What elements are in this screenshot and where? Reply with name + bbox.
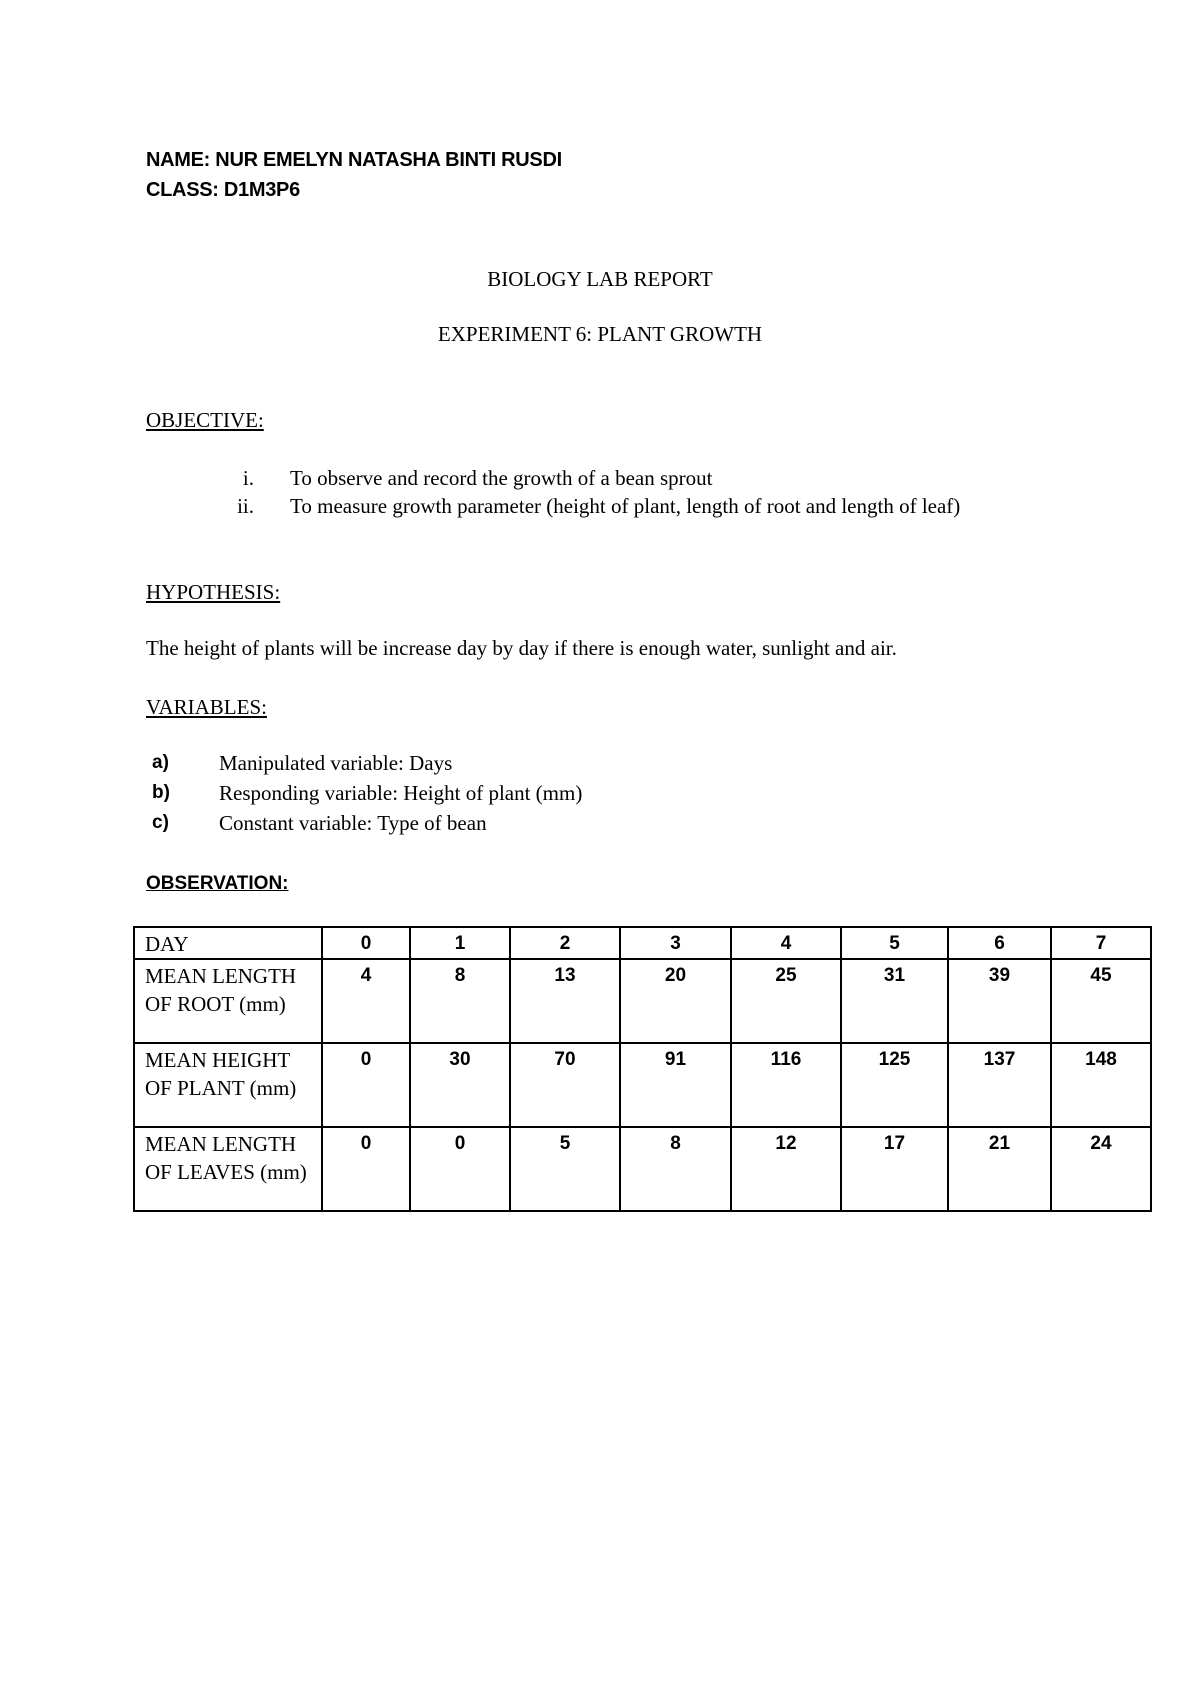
- row-label-cell: MEAN LENGTH OF ROOT (mm): [134, 959, 322, 1043]
- value-cell: 25: [731, 959, 841, 1043]
- experiment-title: EXPERIMENT 6: PLANT GROWTH: [437, 322, 763, 346]
- objective-text: To observe and record the growth of a bean sprout: [290, 466, 713, 490]
- variable-text: Constant variable: Type of bean: [219, 811, 487, 835]
- value-cell: 21: [948, 1127, 1051, 1211]
- day-cell: 2: [510, 927, 620, 959]
- day-cell: 6: [948, 927, 1051, 959]
- hypothesis-text: The height of plants will be increase day by day if there is enough water, sunlight and air.: [146, 636, 897, 660]
- value-cell: 45: [1051, 959, 1151, 1043]
- value-cell: 39: [948, 959, 1051, 1043]
- objective-text: To measure growth parameter (height of plant, length of root and length of leaf): [290, 494, 961, 518]
- value-cell: 0: [410, 1127, 510, 1211]
- value-cell: 0: [322, 1127, 410, 1211]
- day-header-cell: DAY: [134, 927, 322, 959]
- day-cell: 1: [410, 927, 510, 959]
- value-cell: 125: [841, 1043, 948, 1127]
- objective-marker: i.: [242, 466, 254, 490]
- day-cell: 0: [322, 927, 410, 959]
- value-cell: 30: [410, 1043, 510, 1127]
- objective-marker: ii.: [237, 494, 254, 518]
- variable-marker: c): [152, 812, 169, 833]
- value-cell: 20: [620, 959, 731, 1043]
- day-cell: 3: [620, 927, 731, 959]
- value-cell: 5: [510, 1127, 620, 1211]
- table-header-row: [134, 927, 1151, 959]
- value-cell: 8: [410, 959, 510, 1043]
- hypothesis-heading: HYPOTHESIS:: [146, 580, 281, 604]
- value-cell: 91: [620, 1043, 731, 1127]
- table-row: [134, 1127, 1151, 1211]
- value-cell: 0: [322, 1043, 410, 1127]
- report-title: BIOLOGY LAB REPORT: [487, 267, 713, 291]
- value-cell: 70: [510, 1043, 620, 1127]
- value-cell: 8: [620, 1127, 731, 1211]
- value-cell: 24: [1051, 1127, 1151, 1211]
- table-row: [134, 1043, 1151, 1127]
- value-cell: 31: [841, 959, 948, 1043]
- value-cell: 12: [731, 1127, 841, 1211]
- variable-marker: a): [152, 752, 169, 773]
- variables-heading: VARIABLES:: [146, 695, 267, 719]
- value-cell: 13: [510, 959, 620, 1043]
- value-cell: 137: [948, 1043, 1051, 1127]
- value-cell: 17: [841, 1127, 948, 1211]
- table-row: [134, 959, 1151, 1043]
- variable-text: Responding variable: Height of plant (mm): [219, 781, 583, 805]
- day-cell: 7: [1051, 927, 1151, 959]
- row-label-cell: MEAN HEIGHT OF PLANT (mm): [134, 1043, 322, 1127]
- observation-table: [133, 926, 1152, 1212]
- student-name: NAME: NUR EMELYN NATASHA BINTI RUSDI: [146, 149, 562, 171]
- day-cell: 4: [731, 927, 841, 959]
- variable-marker: b): [152, 782, 170, 803]
- variable-text: Manipulated variable: Days: [219, 751, 453, 775]
- value-cell: 4: [322, 959, 410, 1043]
- day-cell: 5: [841, 927, 948, 959]
- value-cell: 116: [731, 1043, 841, 1127]
- objective-heading: OBJECTIVE:: [146, 408, 264, 432]
- student-class: CLASS: D1M3P6: [146, 179, 300, 201]
- row-label-cell: MEAN LENGTH OF LEAVES (mm): [134, 1127, 322, 1211]
- value-cell: 148: [1051, 1043, 1151, 1127]
- observation-heading: OBSERVATION:: [146, 873, 289, 894]
